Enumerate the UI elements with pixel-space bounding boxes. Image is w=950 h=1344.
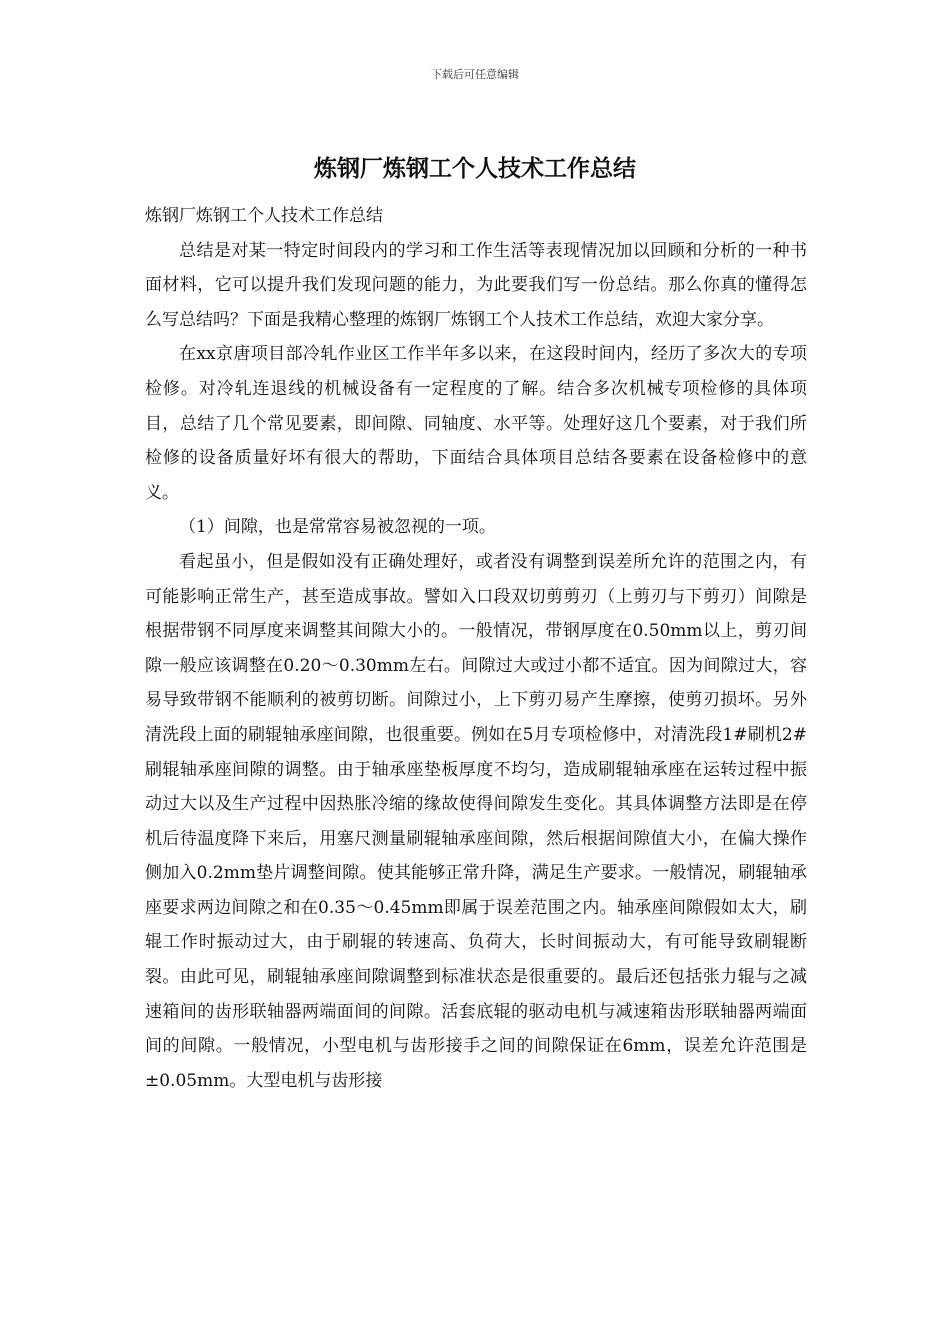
background-paragraph: 在xx京唐项目部冷轧作业区工作半年多以来，在这段时间内，经历了多次大的专项检修。对冷轧连退线的机械设备有一定程度的了解。结合多次机械专项检修的具体项目，总结了几个常见要素，即间隙、同轴度、水平等。处理好这几个要素，对于我们所检修的设备质量好坏有很大的帮助，下面结合具体项目总结各要素在设备检修中的意义。 [145,344,807,503]
document-body [145,199,807,1098]
gap-detail-paragraph: 看起虽小，但是假如没有正确处理好，或者没有调整到误差所允许的范围之内，有可能影响正常生产，甚至造成事故。譬如入口段双切剪剪刃（上剪刃与下剪刃）间隙是根据带钢不同厚度来调整其间隙大小的。一般情况，带钢厚度在0.50mm以上，剪刃间隙一般应该调整在0.20～0.30mm左右。间隙过大或过小都不适宜。因为间隙过大，容易导致带钢不能顺利的被剪切断。间隙过小，上下剪刃易产生摩擦，使剪刃损坏。另外清洗段上面的刷辊轴承座间隙，也很重要。例如在5月专项检修中，对清洗段1#刷机2#刷辊轴承座间隙的调整。由于轴承座垫板厚度不均匀，造成刷辊轴承座在运转过程中振动过大以及生产过程中因热胀冷缩的缘故使得间隙发生变化。其具体调整方法即是在停机后待温度降下来后，用塞尺测量刷辊轴承座间隙，然后根据间隙值大小，在偏大操作侧加入0.2mm垫片调整间隙。使其能够正常升降，满足生产要求。一般情况，刷辊轴承座要求两边间隙之和在0.35～0.45mm即属于误差范围之内。轴承座间隙假如太大，刷辊工作时振动过大，由于刷辊的转速高、负荷大，长时间振动大，有可能导致刷辊断裂。由此可见，刷辊轴承座间隙调整到标准状态是很重要的。最后还包括张力辊与之减速箱间的齿形联轴器两端面间的间隙。活套底辊的驱动电机与减速箱齿形联轴器两端面间的间隙。一般情况，小型电机与齿形接手之间的间隙保证在6mm，误差允许范围是±0.05mm。大型电机与齿形接 [145,551,807,1091]
intro-paragraph: 总结是对某一特定时间段内的学习和工作生活等表现情况加以回顾和分析的一种书面材料，它可以提升我们发现问题的能力，为此要我们写一份总结。那么你真的懂得怎么写总结吗？下面是我精心整理的炼钢厂炼钢工个人技术工作总结，欢迎大家分享。 [145,240,807,330]
section-heading-gap: （1）间隙，也是常常容易被忽视的一项。 [179,517,496,538]
subtitle-paragraph: 炼钢厂炼钢工个人技术工作总结 [145,206,383,226]
document-title: 炼钢厂炼钢工个人技术工作总结 [314,156,636,182]
header-note: 下载后可任意编辑 [431,68,519,81]
